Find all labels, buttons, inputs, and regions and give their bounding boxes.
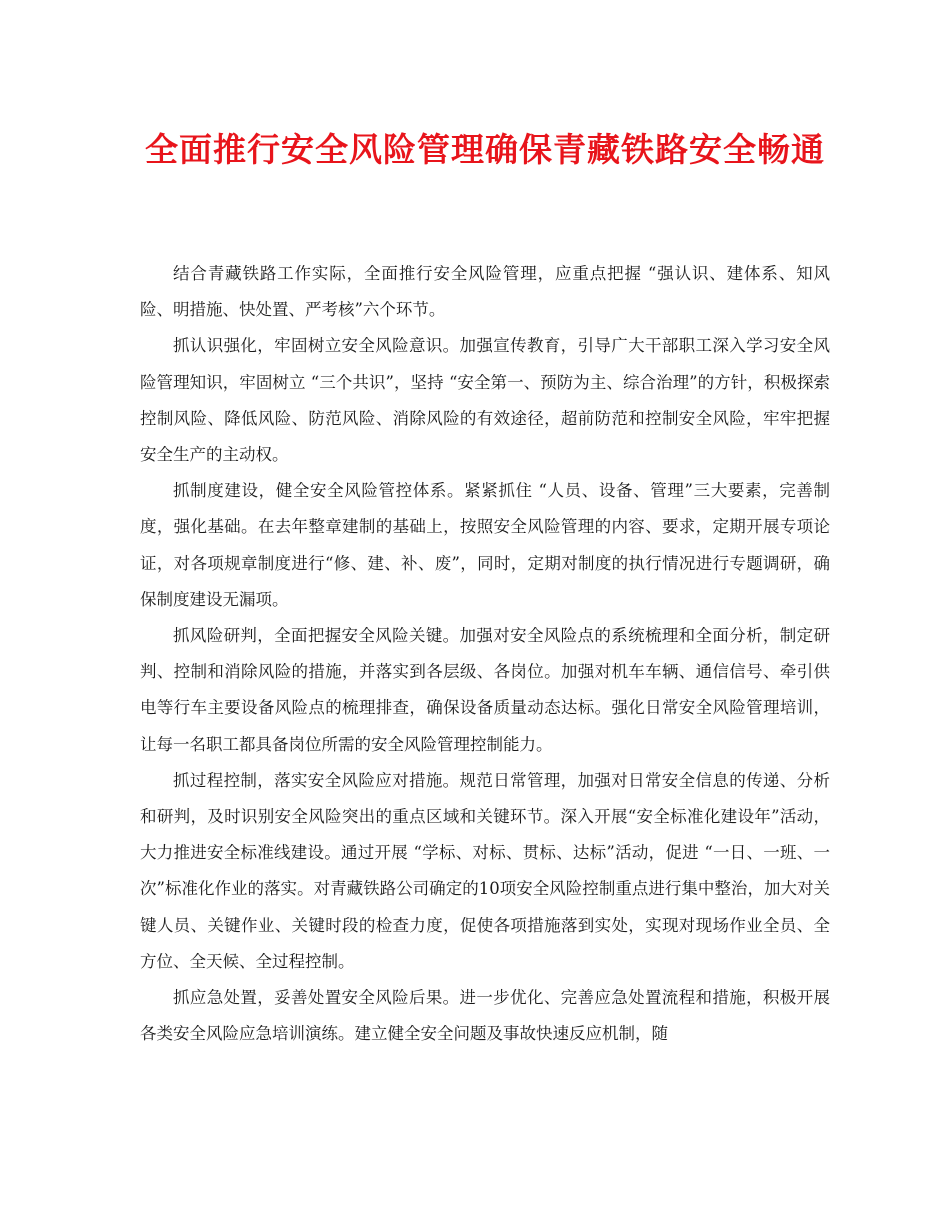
paragraph-awareness: 抓认识强化，牢固树立安全风险意识。加强宣传教育，引导广大干部职工深入学习安全风险管理知识，牢固树立 “三个共识”，坚持 “安全第一、预防为主、综合治理”的方针，积极探索控制风险、降低风险、防范风险、消除风险的有效途径，超前防范和控制安全风险，牢牢把握安全生产的主动权。 xyxy=(140,336,830,465)
paragraph-process-control: 抓过程控制，落实安全风险应对措施。规范日常管理，加强对日常安全信息的传递、分析和研判，及时识别安全风险突出的重点区域和关键环节。深入开展“安全标准化建设年”活动，大力推进安全标准线建设。通过开展 “学标、对标、贯标、达标”活动，促进 “一日、一班、一次”标准化作业的落实。对青藏铁路公司确定的10项安全风险控制重点进行集中整治，加大对关键人员、关键作业、关键时段的检查力度，促使各项措施落到实处，实现对现场作业全员、全方位、全天候、全过程控制。 xyxy=(140,770,830,971)
paragraph-risk-analysis: 抓风险研判，全面把握安全风险关键。加强对安全风险点的系统梳理和全面分析，制定研判、控制和消除风险的措施，并落实到各层级、各岗位。加强对机车车辆、通信信号、牵引供电等行车主要设备风险点的梳理排查，确保设备质量动态达标。强化日常安全风险管理培训，让每一名职工都具备岗位所需的安全风险管理控制能力。 xyxy=(140,626,830,754)
paragraph-intro: 结合青藏铁路工作实际，全面推行安全风险管理，应重点把握 “强认识、建体系、知风险、明措施、快处置、严考核”六个环节。 xyxy=(140,264,830,320)
paragraph-emergency: 抓应急处置，妥善处置安全风险后果。进一步优化、完善应急处置流程和措施，积极开展各类安全风险应急培训演练。建立健全安全问题及事故快速反应机制，随 xyxy=(140,988,830,1044)
document-title: 全面推行安全风险管理确保青藏铁路安全畅通 xyxy=(145,130,825,169)
paragraph-system: 抓制度建设，健全安全风险管控体系。紧紧抓住 “人员、设备、管理”三大要素，完善制度，强化基础。在去年整章建制的基础上，按照安全风险管理的内容、要求，定期开展专项论证，对各项规章制度进行“修、建、补、废”，同时，定期对制度的执行情况进行专题调研，确保制度建设无漏项。 xyxy=(140,481,830,609)
document-body xyxy=(140,256,830,1052)
